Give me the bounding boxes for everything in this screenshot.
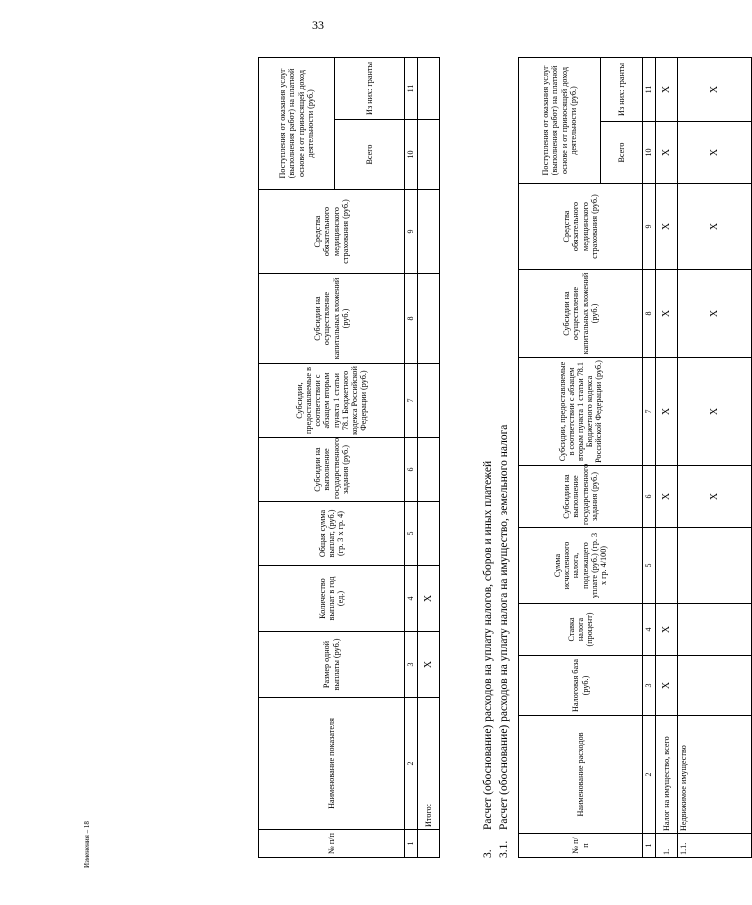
rotated-page-content — [258, 58, 720, 858]
header-cell: Общая сумма выплат, (руб.) (гр. 3 х гр. 4) — [259, 502, 405, 566]
cell: Х — [656, 122, 678, 184]
header-subcell: Всего — [601, 122, 643, 184]
header-cell: Поступления от оказания услуг (выполнения работ) на платной основе и от приносящей доход деятельности (руб.) — [519, 57, 601, 183]
row-name: Недвижимое имущество — [678, 716, 752, 834]
total-label: Итого: — [418, 698, 440, 830]
table-row — [678, 57, 752, 857]
cell: Х — [678, 184, 752, 270]
index-cell: 6 — [643, 466, 656, 528]
index-cell: 4 — [405, 566, 418, 632]
index-cell: 7 — [643, 358, 656, 466]
table-row — [656, 57, 678, 857]
index-cell: 11 — [643, 57, 656, 121]
index-cell: 8 — [643, 270, 656, 358]
cell: Х — [678, 466, 752, 528]
header-cell: Субсидии на выполнение государственного задания (руб.) — [259, 438, 405, 502]
index-cell: 4 — [643, 604, 656, 656]
cell — [678, 604, 752, 656]
header-subcell: Из них: гранты — [601, 57, 643, 121]
index-cell: 8 — [405, 274, 418, 364]
property-tax-table — [518, 57, 752, 858]
header-cell: Субсидии на выполнение государственного задания (руб.) — [519, 466, 643, 528]
heading-text: Расчет (обоснование) расходов на уплату налога на имущество, земельного налога — [498, 424, 510, 830]
header-cell: Размер одной выплаты (руб.) — [259, 632, 405, 698]
cell: Х — [678, 358, 752, 466]
cell: Х — [678, 270, 752, 358]
cell: Х — [418, 632, 440, 698]
header-cell: Наименование расходов — [519, 716, 643, 834]
cell: Х — [656, 57, 678, 121]
index-cell: 10 — [643, 122, 656, 184]
header-cell: Субсидии на осуществление капитальных вложений (руб.) — [259, 274, 405, 364]
cell: Х — [656, 656, 678, 716]
index-cell: 2 — [405, 698, 418, 830]
cell — [678, 528, 752, 604]
cell: Х — [656, 184, 678, 270]
cell: Х — [656, 604, 678, 656]
payments-table — [258, 57, 440, 858]
index-cell: 11 — [405, 57, 418, 119]
header-subcell: Всего — [335, 120, 405, 190]
header-cell: № п/п — [519, 834, 643, 858]
heading-number: 3.1. — [498, 840, 510, 858]
heading-number: 3. — [482, 849, 494, 858]
cell: Х — [418, 566, 440, 632]
header-cell: Налоговая база (руб.) — [519, 656, 643, 716]
index-cell: 7 — [405, 364, 418, 438]
header-cell: Субсидии на осуществление капитальных вложений (руб.) — [519, 270, 643, 358]
header-cell: Субсидии, предоставляемые в соответствии с абзацем вторым пункта 1 статьи 78.1 Бюджетного кодекса Российской Федерации (руб.) — [519, 358, 643, 466]
section-heading-3-1 — [498, 425, 510, 858]
index-cell: 5 — [405, 502, 418, 566]
row-number: 1.1. — [678, 834, 752, 858]
header-cell: Наименование показателя — [259, 698, 405, 830]
page-number: 33 — [312, 18, 324, 32]
header-cell: Субсидии, предоставляемые в соответствии с абзацем вторым пункта 1 статьи 78.1 Бюджетного кодекса Российской Федерации (руб.) — [259, 364, 405, 438]
index-cell: 5 — [643, 528, 656, 604]
index-cell: 9 — [405, 190, 418, 274]
table-row — [418, 57, 440, 857]
cell — [656, 528, 678, 604]
cell: Х — [678, 57, 752, 121]
footer-note: Изменения – 18 — [83, 821, 91, 868]
header-cell: Сумма исчисленного налога, подлежащего уплате (руб.) (гр. 3 х гр. 4/100) — [519, 528, 643, 604]
index-cell: 9 — [643, 184, 656, 270]
cell: Х — [678, 122, 752, 184]
index-cell: 10 — [405, 120, 418, 190]
heading-text: Расчет (обоснование) расходов на уплату налогов, сборов и иных платежей — [482, 460, 494, 830]
header-cell: Средства обязательного медицинского страхования (руб.) — [259, 190, 405, 274]
index-cell: 2 — [643, 716, 656, 834]
index-cell: 6 — [405, 438, 418, 502]
cell: Х — [656, 270, 678, 358]
cell: Х — [656, 466, 678, 528]
header-cell: № п/п — [259, 830, 405, 858]
index-cell: 1 — [405, 830, 418, 858]
row-name: Налог на имущество, всего — [656, 716, 678, 834]
header-cell: Поступления от оказания услуг (выполнения работ) на платной основе и от приносящей доход деятельности (руб.) — [259, 57, 335, 189]
header-cell: Ставка налога (процент) — [519, 604, 643, 656]
header-cell: Средства обязательного медицинского страхования (руб.) — [519, 184, 643, 270]
index-cell: 3 — [405, 632, 418, 698]
header-subcell: Из них: гранты — [335, 57, 405, 119]
section-heading-3 — [482, 461, 494, 858]
row-number: 1. — [656, 834, 678, 858]
header-cell: Количество выплат в год (ед.) — [259, 566, 405, 632]
index-cell: 3 — [643, 656, 656, 716]
cell: Х — [656, 358, 678, 466]
index-cell: 1 — [643, 834, 656, 858]
cell — [678, 656, 752, 716]
